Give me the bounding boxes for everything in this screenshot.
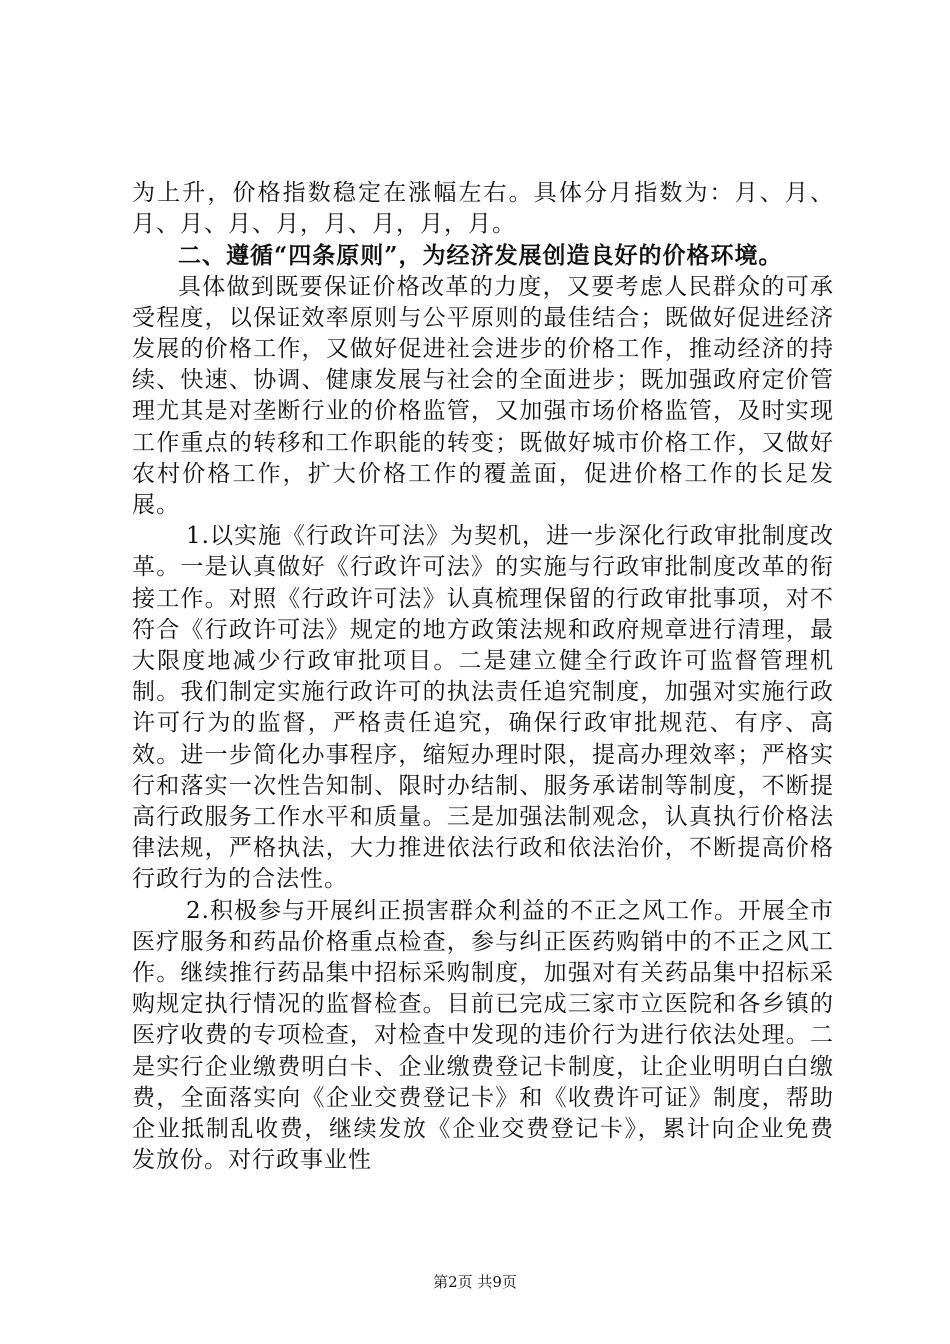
document-body (132, 178, 834, 1177)
paragraph-principles: 具体做到既要保证价格改革的力度，又要考虑人民群众的可承受程度，以保证效率原则与公平原则的最佳结合；既做好促进经济发展的价格工作，又做好促进社会进步的价格工作，推动经济的持续、快速、协调、健康发展与社会的全面进步；既加强政府定价管理尤其是对垄断行业的价格监管，又加强市场价格监管，及时实现工作重点的转移和工作职能的转变；既做好城市价格工作，又做好农村价格工作，扩大价格工作的覆盖面，促进价格工作的长足发展。 (132, 273, 834, 519)
page-footer: 第2页 共9页 (433, 1273, 517, 1291)
paragraph-continuation: 为上升，价格指数稳定在涨幅左右。具体分月指数为：月、月、月、月、月、月，月、月，月，月。 (132, 180, 834, 238)
paragraph-item-2: 2.积极参与开展纠正损害群众利益的不正之风工作。开展全市医疗服务和药品价格重点检查，参与纠正医药购销中的不正之风工作。继续推行药品集中招标采购制度，加强对有关药品集中招标采购规定执行情况的监督检查。目前已完成三家市立医院和各乡镇的医疗收费的专项检查，对检查中发现的违价行为进行依法处理。二是实行企业缴费明白卡、企业缴费登记卡制度，让企业明明白白缴费，全面落实向《企业交费登记卡》和《收费许可证》制度，帮助企业抵制乱收费，继续发放《企业交费登记卡》，累计向企业免费发放份。对行政事业性 (132, 897, 834, 1174)
paragraph-item-1: 1.以实施《行政许可法》为契机，进一步深化行政审批制度改革。一是认真做好《行政许可法》的实施与行政审批制度改革的衔接工作。对照《行政许可法》认真梳理保留的行政审批事项，对不符合《行政许可法》规定的地方政策法规和政府规章进行清理，最大限度地减少行政审批项目。二是建立健全行政许可监督管理机制。我们制定实施行政许可的执法责任追究制度，加强对实施行政许可行为的监督，严格责任追究，确保行政审批规范、有序、高效。进一步简化办事程序，缩短办理时限，提高办理效率；严格实行和落实一次性告知制、限时办结制、服务承诺制等制度，不断提高行政服务工作水平和质量。三是加强法制观念，认真执行价格法律法规，严格执法，大力推进依法行政和依法治价，不断提高价格行政行为的合法性。 (132, 523, 834, 893)
section-heading: 二、遵循“四条原则”，为经济发展创造良好的价格环境。 (178, 242, 783, 270)
